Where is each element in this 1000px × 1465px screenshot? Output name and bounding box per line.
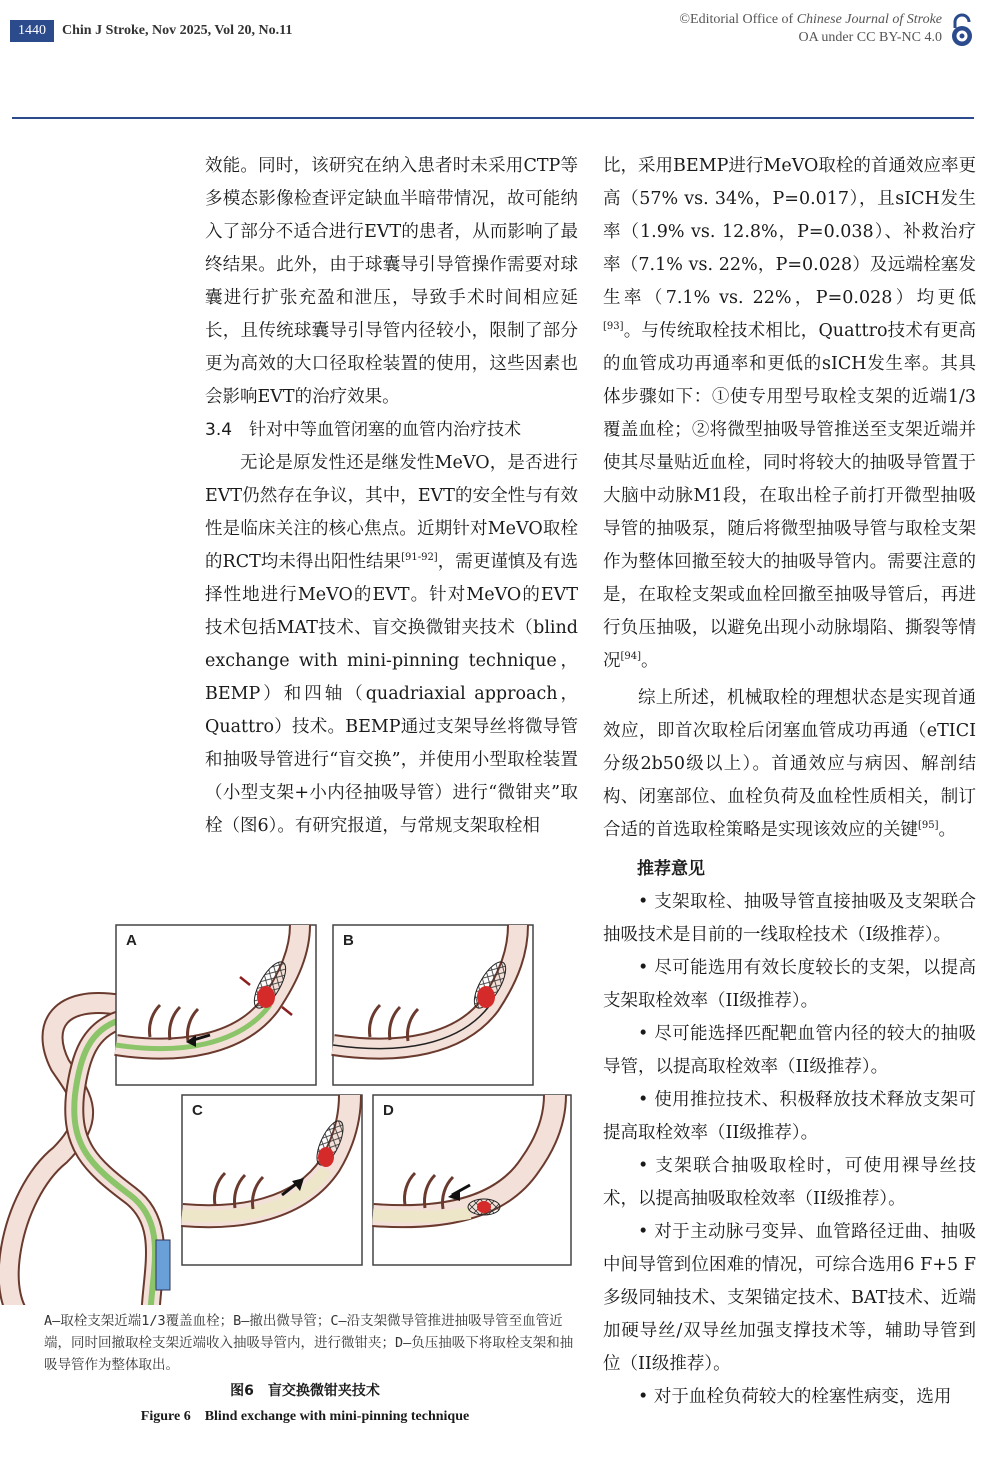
header-rule [12, 117, 974, 119]
reference[interactable]: [91-92] [401, 552, 438, 564]
panel-b [333, 925, 533, 1085]
paragraph-text: ，需更谨慎及有选择性地进行MeVO的EVT。针对MeVO的EVT技术包括MAT技术、盲交换微钳夹技术（blind exchange with mini-pinning technique，BEMP）和四轴（quadriaxial approach，Quattro）技术。BEMP通过支架导丝将微导管和抽吸导管进行“盲交换”，并使用小型取栓装置（小型支架+小内径抽吸导管）进行“微钳夹”取栓（图6）。有研究报道，与常规支架取栓相 [205, 552, 578, 836]
reference[interactable]: [95] [918, 820, 939, 832]
panel-d [373, 1095, 571, 1265]
recommendation-item: • 尽可能选择匹配靶血管内径的较大的抽吸导管，以提高取栓效率（II级推荐）。 [603, 1024, 976, 1077]
paragraph-text: 比，采用BEMP进行MeVO取栓的首通效应率更高（57% vs. 34%，P=0.017），且sICH发生率（1.9% vs. 12.8%，P=0.038）、补救治疗率（7.1% vs. 22%，P=0.028）及远端栓塞发生率（7.1% vs. 22%，P=0.028）均更低 [603, 156, 976, 308]
recommendation-item: • 使用推拉技术、积极释放技术释放支架可提高取栓效率（II级推荐）。 [603, 1090, 976, 1143]
figure-title-en: Figure 6 Blind exchange with mini-pinning technique [140, 1409, 470, 1424]
paragraph [205, 447, 578, 843]
panel-a [116, 925, 316, 1085]
recommendation-item: • 支架联合抽吸取栓时，可使用裸导丝技术，以提高抽吸取栓效率（II级推荐）。 [603, 1156, 976, 1209]
panel-label-b: B [343, 932, 354, 949]
paragraph-text: 。 [641, 651, 659, 671]
paragraph [603, 682, 976, 847]
panel-c [182, 1095, 362, 1265]
recommendation-item: • 尽可能选用有效长度较长的支架，以提高支架取栓效率（II级推荐）。 [603, 958, 976, 1011]
reference[interactable]: [94] [620, 651, 642, 663]
paragraph: 效能。同时，该研究在纳入患者时未采用CTP等多模态影像检查评定缺血半暗带情况，故可能纳入了部分不适合进行EVT的患者，从而影响了最终结果。此外，由于球囊导引导管操作需要对球囊进行扩张充盈和泄压，导致手术时间相应延长，且传统球囊导引导管内径较小，限制了部分更为高效的大口径取栓装置的使用，这些因素也会影响EVT的治疗效果。 [205, 156, 578, 407]
section-heading: 3.4 针对中等血管闭塞的血管内治疗技术 [205, 420, 522, 440]
panel-label-c: C [192, 1102, 203, 1119]
catheter-hub [156, 1240, 170, 1290]
paragraph [603, 150, 976, 678]
figure-title-cn: 图6 盲交换微钳夹技术 [230, 1383, 380, 1399]
paragraph-text: 综上所述，机械取栓的理想状态是实现首通效应，即首次取栓后闭塞血管成功再通（eTICI分级2b50级以上）。首通效应与病因、解剖结构、闭塞部位、血栓负荷及血栓性质相关，制订合适的首选取栓策略是实现该效应的关键 [603, 688, 976, 840]
journal-citation: Chin J Stroke, Nov 2025, Vol 20, No.11 [62, 23, 293, 38]
recommendation-item: • 对于血栓负荷较大的栓塞性病变，选用 [638, 1387, 952, 1407]
left-column [205, 150, 578, 843]
reference[interactable]: [93] [603, 321, 624, 333]
copyright-notice [679, 11, 942, 47]
figure-illustration [0, 895, 590, 1305]
recommendation-heading: 推荐意见 [637, 859, 705, 879]
panel-label-a: A [126, 932, 137, 949]
rights-journal: Chinese Journal of Stroke [796, 12, 942, 27]
page-number: 1440 [10, 20, 54, 42]
recommendation-item: • 对于主动脉弓变异、血管路径迂曲、抽吸中间导管到位困难的情况，可综合选用6 F+5 F多级同轴技术、支架锚定技术、BAT技术、近端加硬导丝/双导丝加强支撑技术等，辅助导管到位（II级推荐）。 [603, 1222, 976, 1374]
paragraph-text: 。与传统取栓技术相比，Quattro技术有更高的血管成功再通率和更低的sICH发生率。其具体步骤如下：①使专用型号取栓支架的近端1/3覆盖血栓；②将微型抽吸导管推送至支架近端并使其尽量贴近血栓，同时将较大的抽吸导管置于大脑中动脉M1段，在取出栓子前打开微型抽吸导管的抽吸泵，随后将微型抽吸导管与取栓支架作为整体回撤至较大的抽吸导管内。需要注意的是，在取栓支架或血栓回撤至抽吸导管后，再进行负压抽吸，以避免出现小动脉塌陷、撕裂等情况 [603, 321, 976, 671]
paragraph-text: 无论是原发性还是继发性MeVO，是否进行EVT仍然存在争议，其中，EVT的安全性与有效性是临床关注的核心焦点。近期针对MeVO取栓的RCT均未得出阳性结果 [205, 453, 578, 572]
license-text: OA under CC BY-NC 4.0 [798, 30, 942, 45]
panel-label-d: D [383, 1102, 394, 1119]
page-header [0, 0, 1000, 60]
open-access-icon [948, 12, 976, 48]
recommendation-item: • 支架取栓、抽吸导管直接抽吸及支架联合抽吸技术是目前的一线取栓技术（I级推荐）。 [603, 892, 976, 945]
right-column [603, 150, 976, 1414]
paragraph-text: 。 [938, 820, 957, 840]
rights-prefix: ©Editorial Office of [679, 12, 797, 27]
figure-caption: A—取栓支架近端1/3覆盖血栓；B—撤出微导管；C—沿支架微导管推进抽吸导管至血管近端，同时回撤取栓支架近端收入抽吸导管内，进行微钳夹；D—负压抽吸下将取栓支架和抽吸导管作为整体取出。 [44, 1313, 574, 1373]
